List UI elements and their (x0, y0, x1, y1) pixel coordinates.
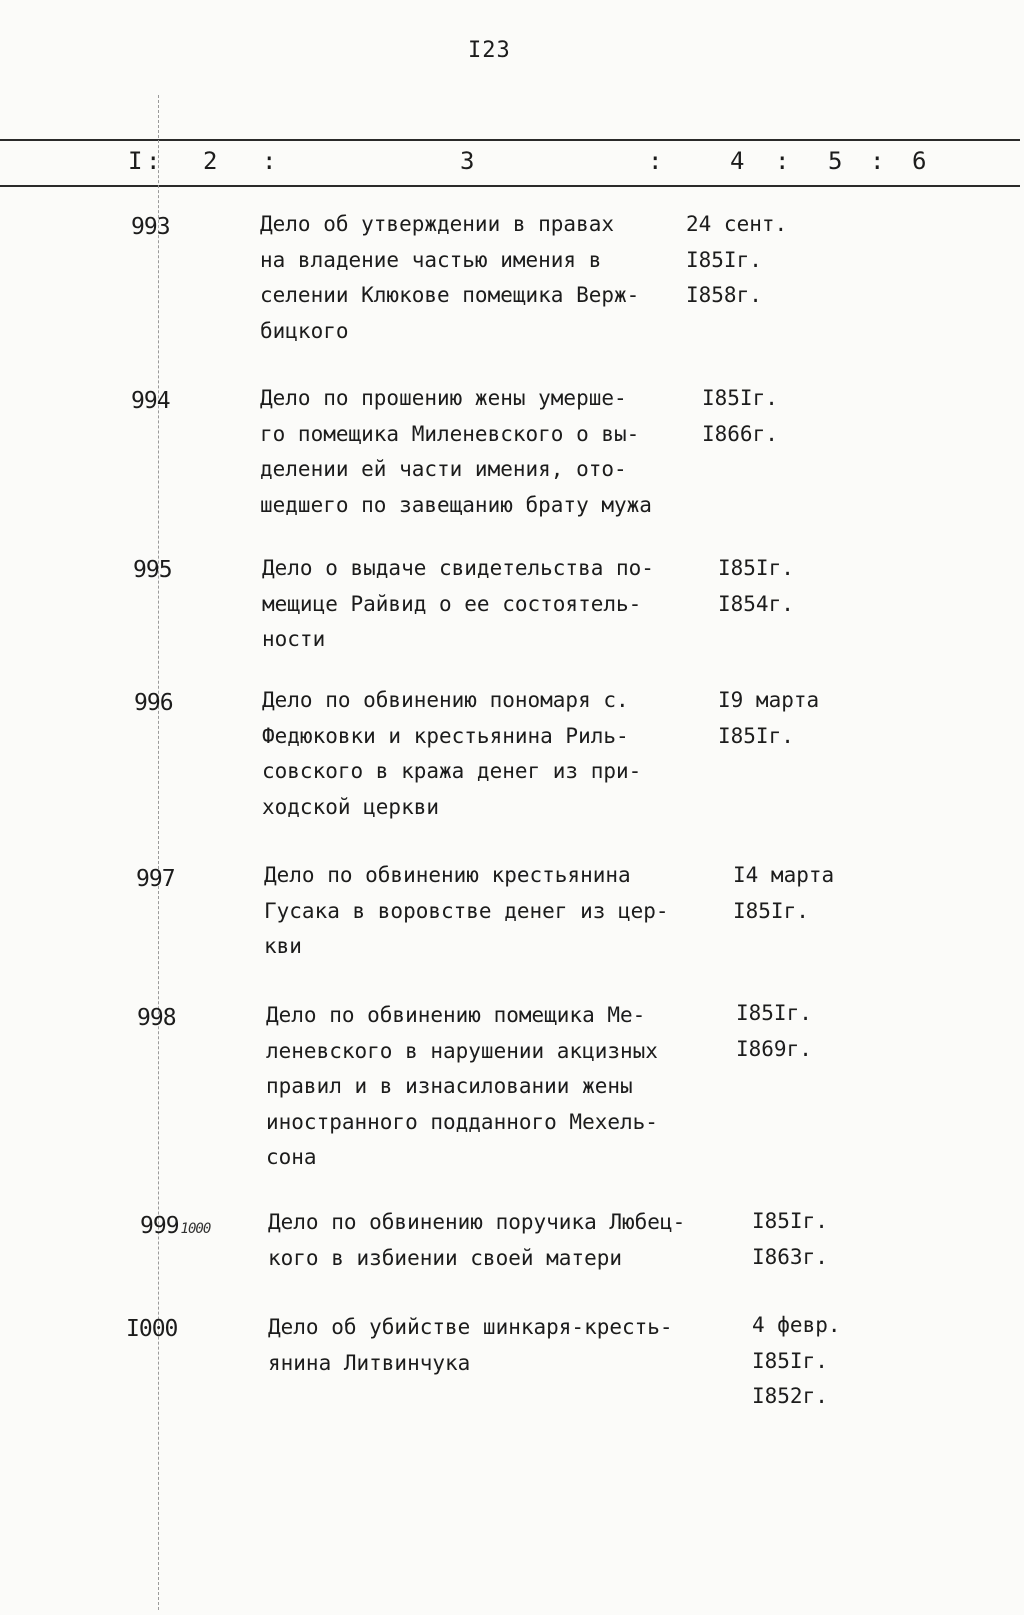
date-line: I9 марта (718, 688, 820, 712)
description-line: совского в кража денег из при- (262, 759, 642, 783)
entry-number: 994 (131, 388, 170, 414)
column-header-5: 5 (828, 147, 843, 175)
date-line: I85Iг. (736, 1001, 812, 1025)
description-line: Дело об утверждении в правах (260, 212, 615, 236)
column-separator: : (146, 147, 161, 175)
description-line: селении Клюкове помещика Верж- (260, 283, 640, 307)
entry-dates (702, 381, 778, 452)
entry-number: 998 (137, 1005, 176, 1031)
column-separator: : (262, 147, 277, 175)
page-number: I23 (468, 38, 511, 63)
entry-number: 996 (134, 690, 173, 716)
description-line: Дело по обвинению пономаря с. (262, 688, 629, 712)
column-header-4: 4 (730, 147, 745, 175)
description-line: Дело об убийстве шинкаря-кресть- (268, 1315, 673, 1339)
date-line: I85Iг. (718, 723, 794, 748)
entry-dates (733, 858, 834, 929)
date-line: 4 февр. (752, 1313, 841, 1337)
description-line: Федюковки и крестьянина Риль- (262, 723, 629, 748)
entry-description (268, 1205, 738, 1276)
description-line: мещице Райвид о ее состоятель- (262, 591, 642, 616)
header-bottom-rule (0, 185, 1020, 187)
description-line: сона (266, 1145, 317, 1169)
date-line: I852г. (752, 1384, 828, 1408)
date-line: I85Iг. (702, 386, 778, 410)
date-line: I854г. (718, 591, 794, 616)
date-line: I869г. (736, 1036, 812, 1061)
description-line: правил и в изнасиловании жены (266, 1074, 633, 1098)
header-top-rule (0, 139, 1020, 141)
entry-description (260, 381, 730, 523)
entry-number-text: 999 (140, 1213, 179, 1239)
date-line: I858г. (686, 283, 762, 307)
entry-description (260, 207, 730, 349)
entry-dates (752, 1204, 828, 1275)
description-line: Дело по обвинению поручика Любец- (268, 1210, 686, 1234)
entry-number: 997 (136, 866, 175, 892)
description-line: Дело по прошению жены умерше- (260, 386, 627, 410)
description-line: Дело о выдаче свидетельства по- (262, 556, 654, 580)
entry-number: 993 (131, 214, 170, 240)
entry-dates (686, 207, 787, 314)
column-separator: : (775, 147, 790, 175)
entry-dates (718, 551, 794, 622)
entry-dates (718, 683, 819, 754)
description-line: го помещика Миленевского о вы- (260, 421, 640, 446)
entry-description (264, 858, 734, 965)
entry-dates (752, 1308, 841, 1415)
entry-number (140, 1213, 210, 1239)
entry-description (266, 998, 736, 1176)
column-header-2: 2 (203, 147, 218, 175)
column-separator: : (870, 147, 885, 175)
entry-description (268, 1310, 738, 1381)
description-line: ности (262, 627, 326, 651)
description-line: бицкого (260, 318, 349, 343)
description-line: делении ей части имения, ото- (260, 457, 627, 481)
description-line: Дело по обвинению помещика Ме- (266, 1003, 646, 1027)
description-line: Дело по обвинению крестьянина (264, 863, 631, 887)
date-line: I85Iг. (752, 1348, 828, 1373)
description-line: кви (264, 934, 302, 958)
column-separator: : (648, 147, 663, 175)
date-line: I85Iг. (733, 898, 809, 923)
description-line: иностранного подданного Мехель- (266, 1109, 658, 1134)
date-line: I863г. (752, 1244, 828, 1269)
date-line: I85Iг. (718, 556, 794, 580)
date-line: I85Iг. (686, 247, 762, 272)
handwritten-note: 1000 (180, 1221, 211, 1237)
margin-line (158, 95, 159, 1610)
date-line: 24 сент. (686, 212, 788, 236)
description-line: Гусака в воровстве денег из цер- (264, 898, 669, 923)
description-line: янина Литвинчука (268, 1350, 471, 1375)
description-line: ходской церкви (262, 794, 440, 819)
date-line: I866г. (702, 421, 778, 446)
description-line: на владение частью имения в (260, 247, 602, 272)
date-line: I85Iг. (752, 1209, 828, 1233)
entry-description (262, 551, 732, 658)
column-header-3: 3 (460, 147, 475, 175)
description-line: кого в избиении своей матери (268, 1245, 623, 1270)
description-line: шедшего по завещанию брату мужа (260, 492, 652, 517)
entry-description (262, 683, 732, 825)
column-header-1: I (128, 147, 143, 175)
description-line: леневского в нарушении акцизных (266, 1038, 658, 1063)
date-line: I4 марта (733, 863, 835, 887)
column-header-6: 6 (912, 147, 927, 175)
entry-number: 995 (133, 557, 172, 583)
entry-number: I000 (126, 1316, 178, 1342)
entry-dates (736, 996, 812, 1067)
